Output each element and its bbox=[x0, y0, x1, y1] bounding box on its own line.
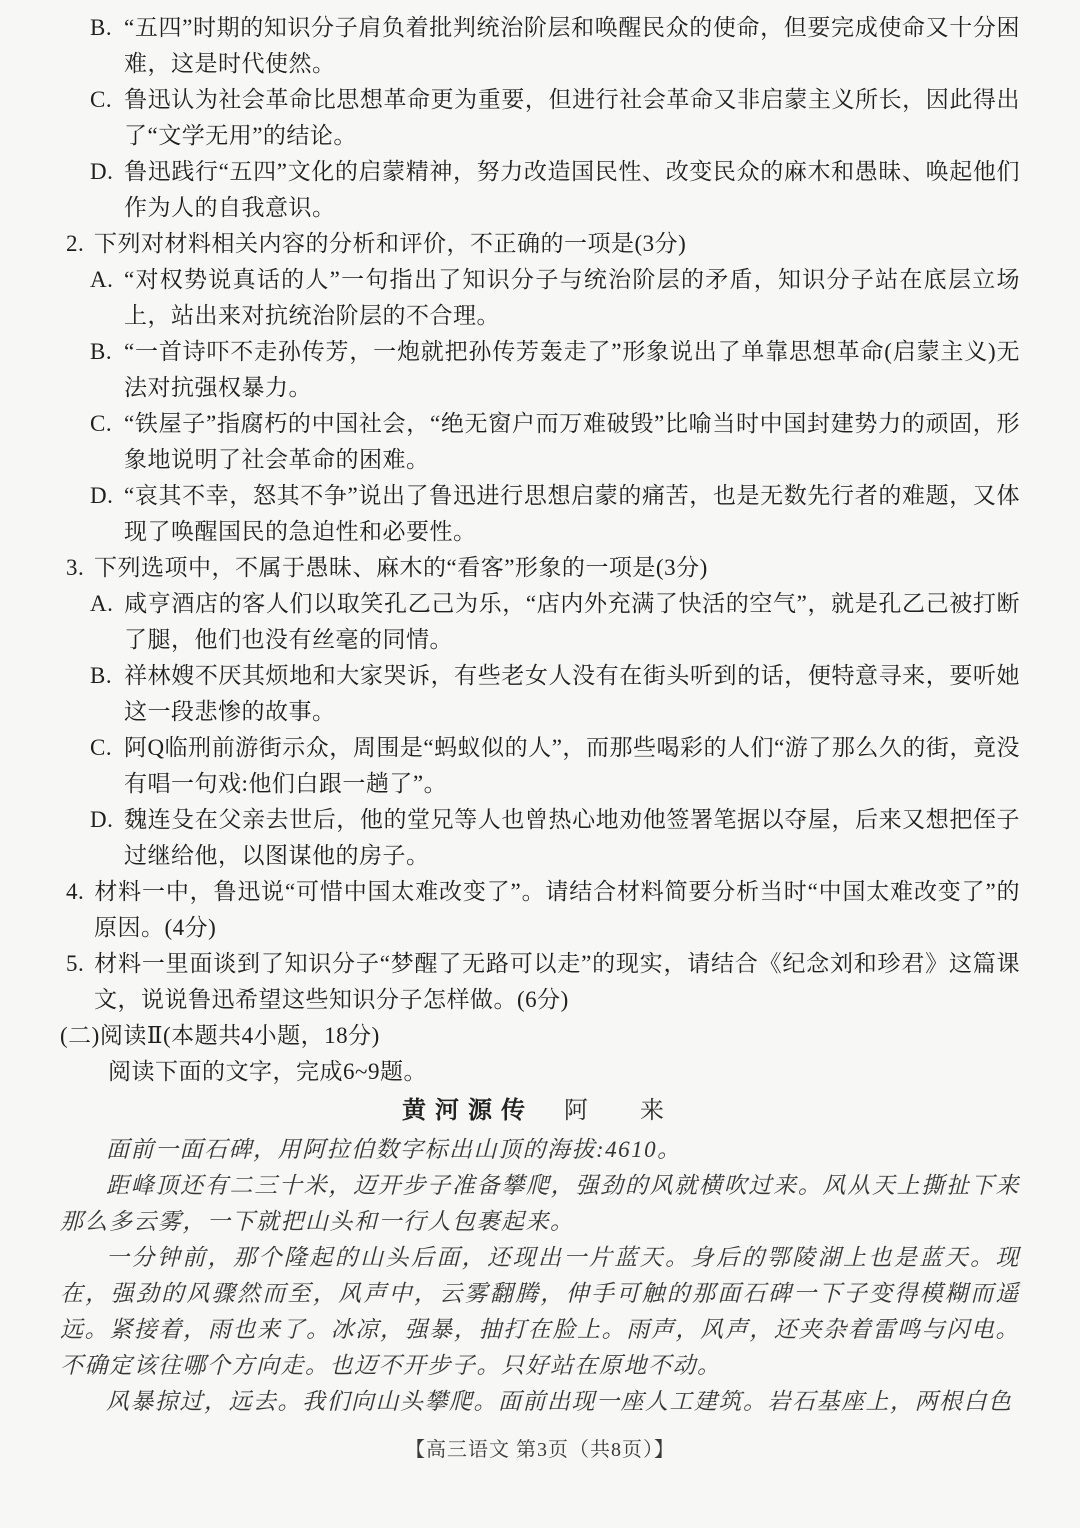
option-item bbox=[90, 478, 1020, 550]
question-stem-text: 材料一中，鲁迅说“可惜中国太难改变了”。请结合材料简要分析当时“中国太难改变了”的原因。(4分) bbox=[94, 879, 1020, 940]
question-number: 4. bbox=[66, 879, 85, 904]
option-item bbox=[90, 154, 1020, 226]
question-block bbox=[60, 550, 1020, 874]
option-text: “对权势说真话的人”一句指出了知识分子与统治阶层的矛盾，知识分子站在底层立场上，站出来对抗统治阶层的不合理。 bbox=[124, 267, 1020, 328]
question-stem bbox=[66, 226, 1020, 262]
option-label: D. bbox=[90, 807, 114, 832]
option-text: “哀其不幸，怒其不争”说出了鲁迅进行思想启蒙的痛苦，也是无数先行者的难题，又体现了唤醒国民的急迫性和必要性。 bbox=[124, 483, 1020, 544]
option-label: C. bbox=[90, 411, 113, 436]
option-text: “一首诗吓不走孙传芳，一炮就把孙传芳轰走了”形象说出了单靠思想革命(启蒙主义)无法对抗强权暴力。 bbox=[124, 339, 1020, 400]
section-heading: (二)阅读Ⅱ(本题共4小题，18分) bbox=[60, 1023, 380, 1048]
passage-paragraph: 风暴掠过，远去。我们向山头攀爬。面前出现一座人工建筑。岩石基座上，两根白色 bbox=[106, 1389, 1013, 1414]
option-item bbox=[90, 262, 1020, 334]
option-text: “铁屋子”指腐朽的中国社会，“绝无窗户而万难破毁”比喻当时中国封建势力的顽固，形象地说明了社会革命的困难。 bbox=[124, 411, 1020, 472]
option-label: D. bbox=[90, 483, 114, 508]
option-text: 魏连殳在父亲去世后，他的堂兄等人也曾热心地劝他签署笔据以夺屋，后来又想把侄子过继给他，以图谋他的房子。 bbox=[124, 807, 1020, 868]
reading-title-line bbox=[60, 1091, 1020, 1131]
option-label: A. bbox=[90, 267, 114, 292]
option-item bbox=[90, 730, 1020, 802]
option-label: A. bbox=[90, 591, 114, 616]
option-label: C. bbox=[90, 87, 113, 112]
question-number: 3. bbox=[66, 555, 85, 580]
reading-instruction: 阅读下面的文字，完成6~9题。 bbox=[108, 1059, 427, 1084]
option-item bbox=[90, 586, 1020, 658]
reading-title: 黄河源传 bbox=[402, 1097, 534, 1124]
option-label: B. bbox=[90, 663, 113, 688]
option-label: C. bbox=[90, 735, 113, 760]
question-number: 2. bbox=[66, 231, 85, 256]
question-stem bbox=[66, 874, 1020, 946]
question-stem bbox=[66, 550, 1020, 586]
question-1-options bbox=[60, 10, 1020, 226]
option-text: 阿Q临刑前游街示众，周围是“蚂蚁似的人”，而那些喝彩的人们“游了那么久的街，竟没有唱一句戏:他们白跟一趟了”。 bbox=[124, 735, 1020, 796]
option-label: D. bbox=[90, 159, 114, 184]
passage-paragraph: 面前一面石碑，用阿拉伯数字标出山顶的海拔:4610。 bbox=[106, 1137, 682, 1162]
reading-passage bbox=[60, 1132, 1020, 1420]
page-footer: 【高三语文 第3页（共8页）】 bbox=[405, 1439, 675, 1461]
question-stem bbox=[66, 946, 1020, 1018]
questions-block bbox=[60, 226, 1020, 1018]
option-item bbox=[90, 82, 1020, 154]
question-block bbox=[60, 946, 1020, 1018]
question-block bbox=[60, 226, 1020, 550]
option-text: 鲁迅认为社会革命比思想革命更为重要，但进行社会革命又非启蒙主义所长，因此得出了“文学无用”的结论。 bbox=[124, 87, 1020, 148]
question-number: 5. bbox=[66, 951, 85, 976]
option-text: 鲁迅践行“五四”文化的启蒙精神，努力改造国民性、改变民众的麻木和愚昧、唤起他们作为人的自我意识。 bbox=[124, 159, 1020, 220]
option-item bbox=[90, 406, 1020, 478]
option-label: B. bbox=[90, 339, 113, 364]
option-item bbox=[90, 658, 1020, 730]
question-stem-text: 材料一里面谈到了知识分子“梦醒了无路可以走”的现实，请结合《纪念刘和珍君》这篇课文，说说鲁迅希望这些知识分子怎样做。(6分) bbox=[94, 951, 1020, 1012]
question-block bbox=[60, 874, 1020, 946]
option-text: “五四”时期的知识分子肩负着批判统治阶层和唤醒民众的使命，但要完成使命又十分困难，这是时代使然。 bbox=[124, 15, 1020, 76]
passage-paragraph: 一分钟前，那个隆起的山头后面，还现出一片蓝天。身后的鄂陵湖上也是蓝天。现在，强劲的风骤然而至，风声中，云雾翻腾，伸手可触的那面石碑一下子变得模糊而遥远。紧接着，雨也来了。冰凉，强暴，抽打在脸上。雨声，风声，还夹杂着雷鸣与闪电。不确定该往哪个方向走。也迈不开步子。只好站在原地不动。 bbox=[60, 1245, 1020, 1378]
option-item bbox=[90, 10, 1020, 82]
option-label: B. bbox=[90, 15, 113, 40]
option-text: 祥林嫂不厌其烦地和大家哭诉，有些老女人没有在街头听到的话，便特意寻来，要听她这一段悲惨的故事。 bbox=[124, 663, 1020, 724]
question-stem-text: 下列选项中，不属于愚昧、麻木的“看客”形象的一项是(3分) bbox=[94, 555, 708, 580]
reading-author: 阿 来 bbox=[564, 1098, 678, 1124]
question-stem-text: 下列对材料相关内容的分析和评价，不正确的一项是(3分) bbox=[94, 231, 687, 256]
option-text: 咸亨酒店的客人们以取笑孔乙己为乐，“店内外充满了快活的空气”，就是孔乙己被打断了腿，他们也没有丝毫的同情。 bbox=[124, 591, 1020, 652]
option-item bbox=[90, 334, 1020, 406]
option-item bbox=[90, 802, 1020, 874]
passage-paragraph: 距峰顶还有二三十米，迈开步子准备攀爬，强劲的风就横吹过来。风从天上撕扯下来那么多云雾，一下就把山头和一行人包裹起来。 bbox=[60, 1173, 1020, 1234]
